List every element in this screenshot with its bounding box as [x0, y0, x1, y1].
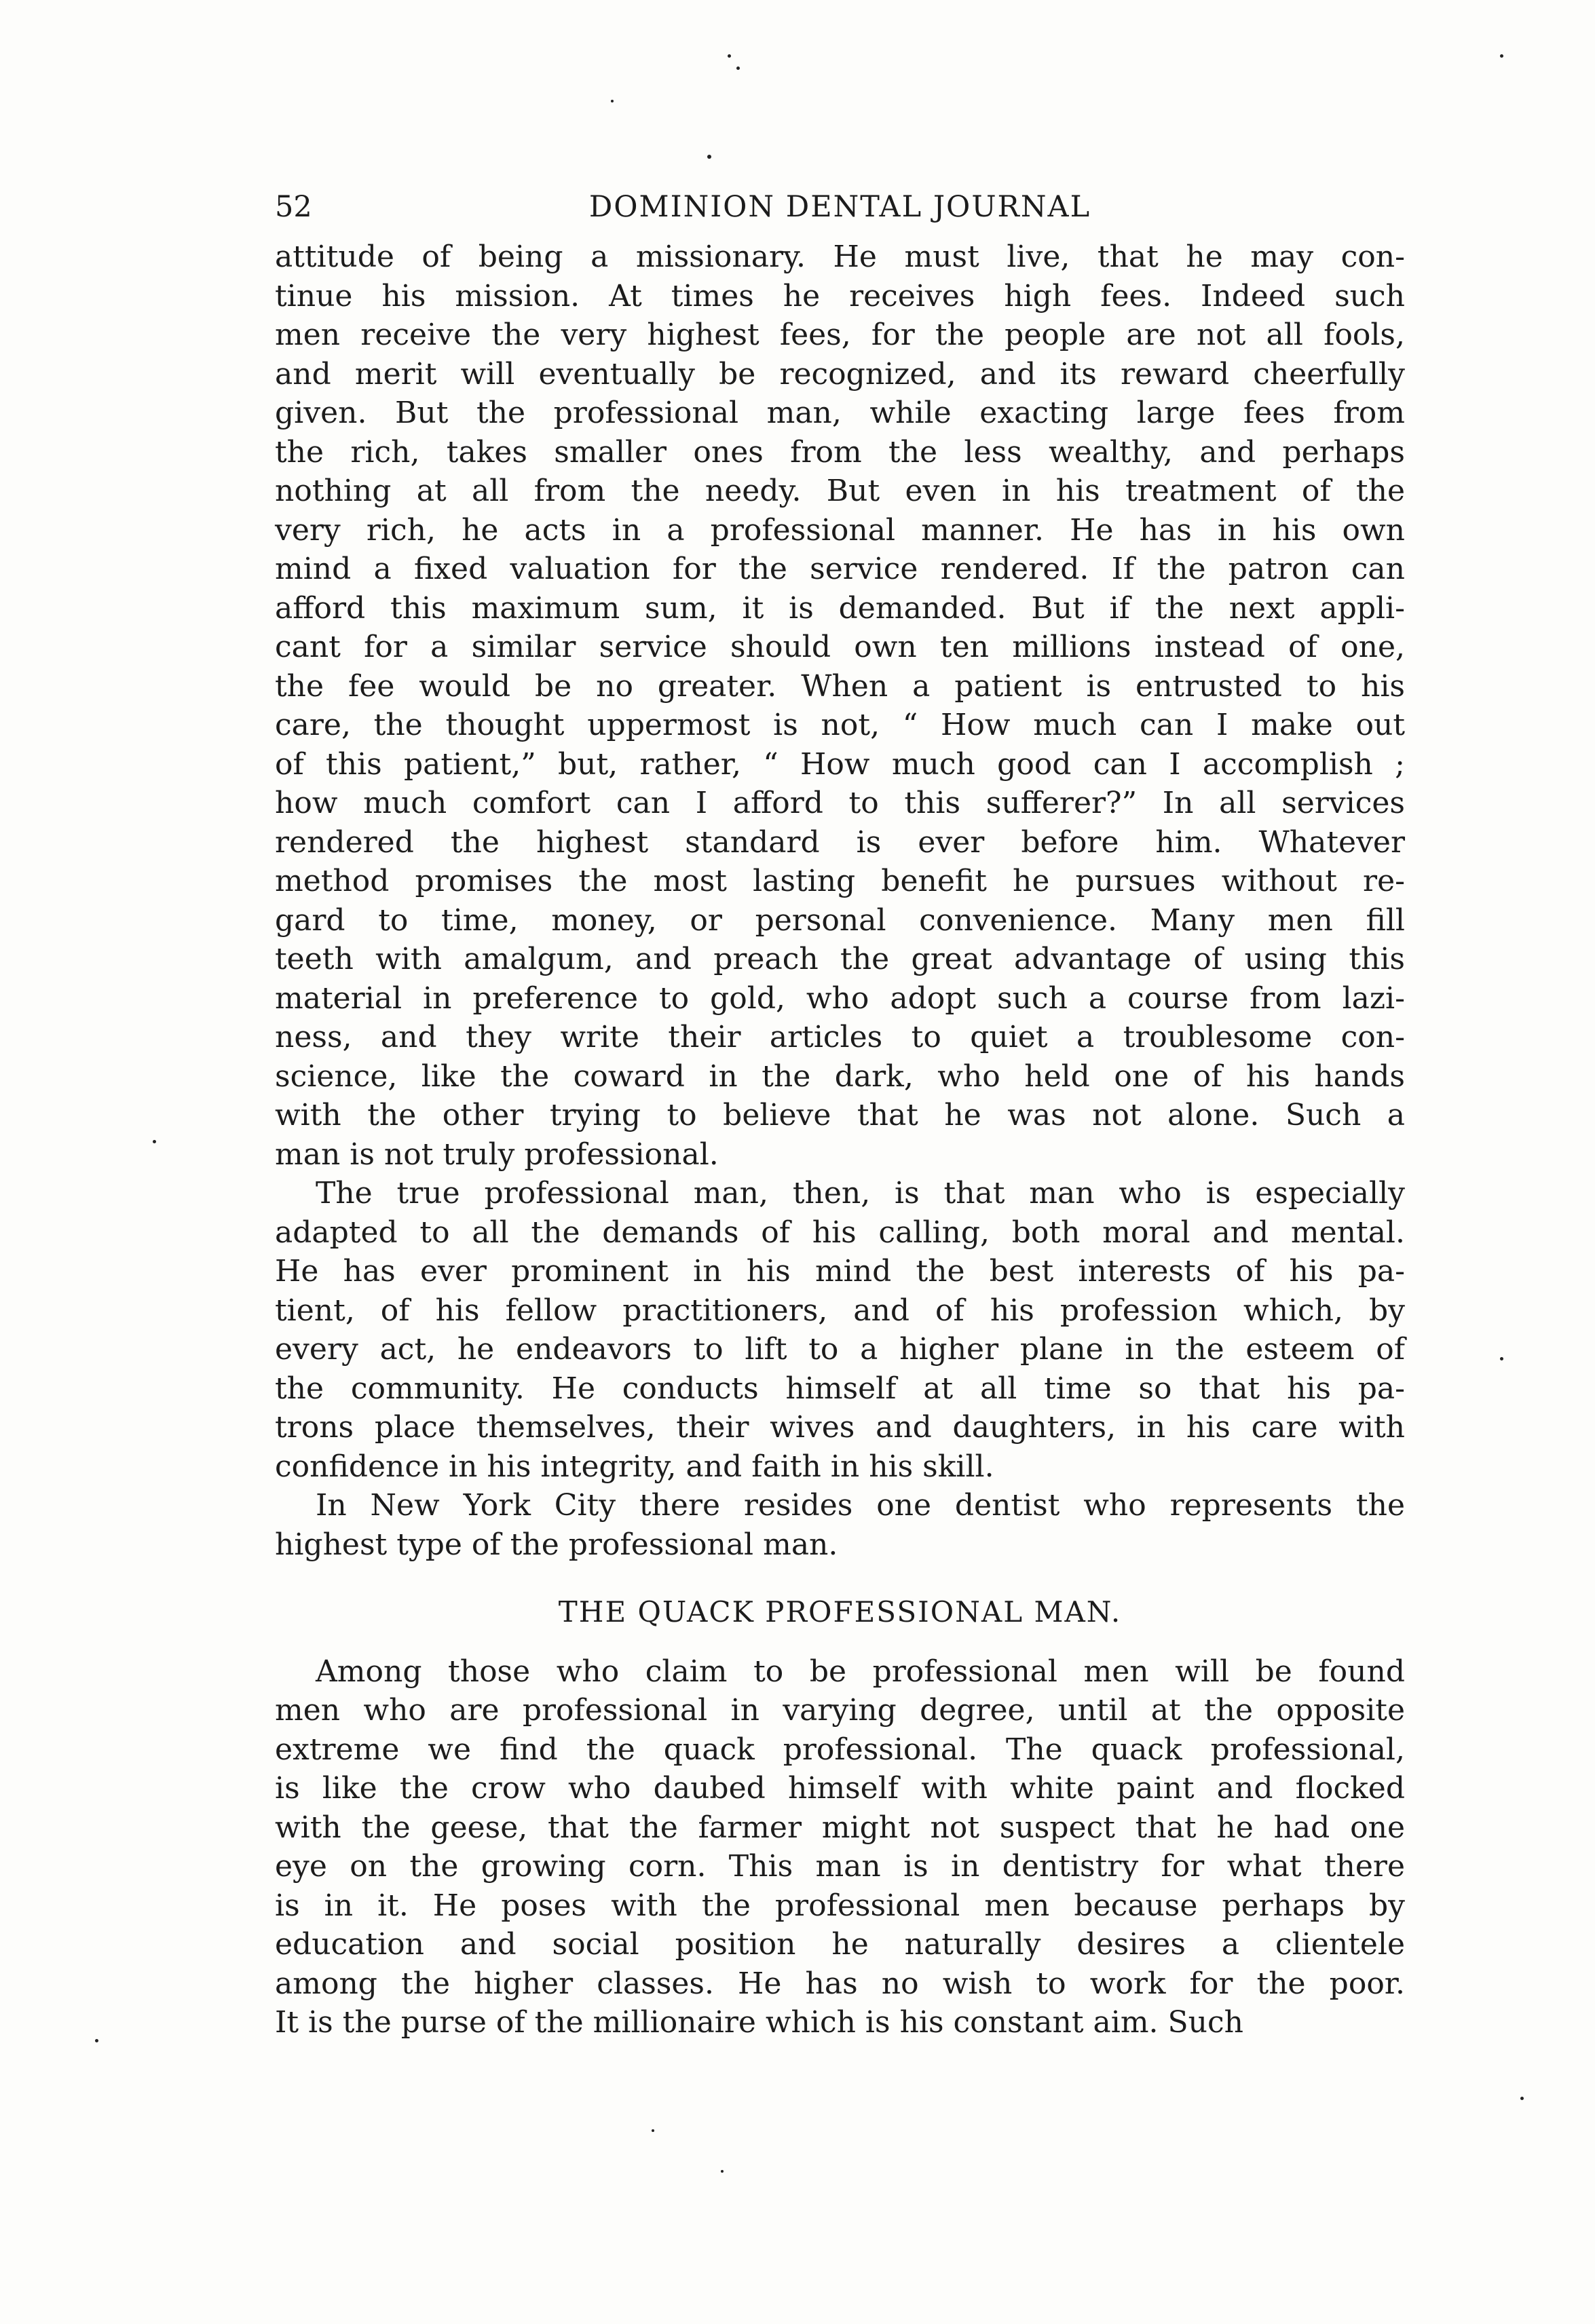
text-line: men receive the very highest fees, for the people are not all fools, [275, 318, 1405, 352]
paragraph [275, 1486, 1405, 1564]
scan-speck [153, 1140, 156, 1143]
text-line: In New York City there resides one dentist who represents the [316, 1488, 1405, 1523]
text-line: the rich, takes smaller ones from the less wealthy, and perhaps [275, 434, 1405, 470]
journal-title: DOMINION DENTAL JOURNAL [588, 190, 1091, 224]
text-line: rendered the highest standard is ever before him. Whatever [275, 824, 1405, 860]
text-line: care, the thought uppermost is not, “ How much can I make out [275, 708, 1405, 742]
text-line: adapted to all the demands of his calling, both moral and mental. [275, 1215, 1405, 1250]
text-line: with the other trying to believe that he was not alone. Such a [275, 1098, 1405, 1132]
article-paragraphs [275, 237, 1405, 1564]
text-line: gard to time, money, or personal convenience. Many men fill [275, 902, 1405, 938]
text-line: eye on the growing corn. This man is in dentistry for what there [275, 1849, 1405, 1884]
text-line: extreme we find the quack professional. The quack professional, [275, 1732, 1405, 1767]
text-line: attitude of being a missionary. He must live, that he may con- [275, 240, 1405, 274]
scan-speck [736, 66, 740, 70]
section-paragraphs [275, 1652, 1405, 2042]
text-line: trons place themselves, their wives and daughters, in his care with [275, 1410, 1405, 1445]
article-body [275, 237, 1405, 2042]
text-line: teeth with amalgum, and preach the great advantage of using this [275, 942, 1405, 976]
text-line: given. But the professional man, while exacting large fees from [275, 396, 1405, 430]
text-line: how much comfort can I afford to this sufferer?” In all services [275, 786, 1405, 820]
text-line: very rich, he acts in a professional manner. He has in his own [275, 512, 1405, 548]
scan-speck [95, 2039, 98, 2042]
text-line: nothing at all from the needy. But even in his treatment of the [275, 474, 1405, 508]
scan-speck [611, 100, 614, 102]
running-head [275, 183, 1405, 231]
text-line: material in preference to gold, who adopt such a course from lazi- [275, 980, 1405, 1016]
paragraph [275, 1652, 1405, 2042]
text-line: afford this maximum sum, it is demanded. But if the next appli- [275, 590, 1405, 626]
text-line: the fee would be no greater. When a patient is entrusted to his [275, 668, 1405, 704]
text-line: among the higher classes. He has no wish to work for the poor. [275, 1966, 1405, 2001]
text-line: of this patient,” but, rather, “ How much good can I accomplish ; [275, 746, 1405, 782]
scan-speck [1500, 54, 1503, 58]
text-line: with the geese, that the farmer might not suspect that he had one [275, 1810, 1405, 1845]
scan-speck [707, 155, 711, 159]
scan-speck [728, 54, 731, 58]
text-line: every act, he endeavors to lift to a higher plane in the esteem of [275, 1332, 1405, 1367]
text-line: tinue his mission. At times he receives high fees. Indeed such [275, 278, 1405, 313]
scan-speck [1500, 1357, 1503, 1360]
text-line: highest type of the professional man. [275, 1527, 838, 1562]
scan-speck [721, 2170, 724, 2173]
text-line: The true professional man, then, is that man who is especially [316, 1176, 1405, 1211]
text-line: confidence in his integrity, and faith in his skill. [275, 1449, 994, 1484]
text-line: men who are professional in varying degree, until at the opposite [275, 1693, 1405, 1728]
text-line: cant for a similar service should own ten millions instead of one, [275, 630, 1405, 664]
text-line: man is not truly professional. [275, 1137, 719, 1172]
text-line: method promises the most lasting benefit he pursues without re- [275, 864, 1405, 898]
paragraph [275, 237, 1405, 1174]
journal-page [275, 183, 1405, 2042]
paragraph [275, 1174, 1405, 1486]
scan-speck [652, 2129, 654, 2132]
text-line: and merit will eventually be recognized, and its reward cheerfully [275, 356, 1405, 392]
page-number: 52 [275, 190, 312, 224]
text-line: the community. He conducts himself at all time so that his pa- [275, 1371, 1405, 1406]
text-line: is in it. He poses with the professional men because perhaps by [275, 1888, 1405, 1923]
section-heading: THE QUACK PROFESSIONAL MAN. [558, 1595, 1122, 1628]
text-line: education and social position he naturally desires a clientele [275, 1927, 1405, 1962]
text-line: is like the crow who daubed himself with white paint and flocked [275, 1771, 1405, 1806]
scan-speck [1520, 2097, 1524, 2100]
text-line: ness, and they write their articles to quiet a troublesome con- [275, 1020, 1405, 1054]
text-line: It is the purse of the millionaire which is his constant aim. Such [275, 2005, 1243, 2040]
text-line: He has ever prominent in his mind the best interests of his pa- [275, 1254, 1405, 1289]
text-line: science, like the coward in the dark, who held one of his hands [275, 1059, 1405, 1094]
text-line: Among those who claim to be professional men will be found [316, 1654, 1405, 1689]
text-line: mind a fixed valuation for the service rendered. If the patron can [275, 552, 1405, 586]
text-line: tient, of his fellow practitioners, and of his profession which, by [275, 1293, 1405, 1328]
